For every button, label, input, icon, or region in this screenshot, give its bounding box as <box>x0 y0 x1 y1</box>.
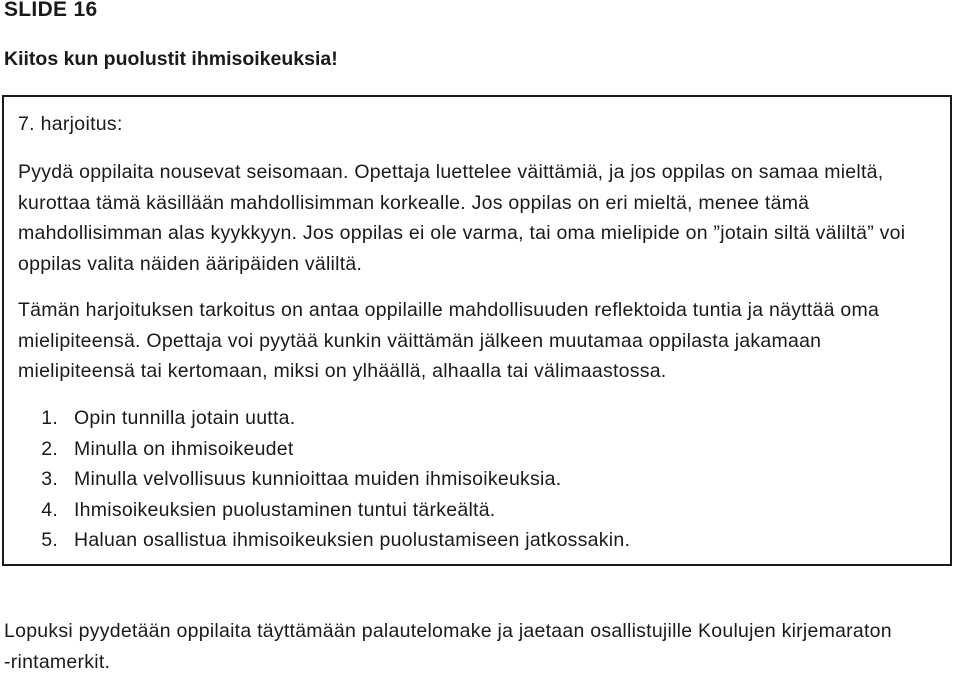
exercise-title: 7. harjoitus: <box>18 113 123 135</box>
statement-list <box>18 403 630 556</box>
statement-number: 3. <box>41 468 58 490</box>
closing-paragraph: Lopuksi pyydetään oppilaita täyttämään palautelomake ja jaetaan osallistujille Koulujen kirjemaraton -rintamerkit. <box>4 620 892 673</box>
statement-number: 4. <box>41 498 58 521</box>
statement-item <box>18 434 630 465</box>
statement-text: Haluan osallistua ihmisoikeuksien puolustamiseen jatkossakin. <box>74 529 631 551</box>
statement-item <box>18 464 630 495</box>
instructions-paragraph: Pyydä oppilaita nousevat seisomaan. Opettaja luettelee väittämiä, ja jos oppilas on samaa mieltä, kurottaa tämä käsillään mahdollisimman korkealle. Jos oppilas on eri mieltä, menee tämä mahdollisimman alas kyykkyyn. Jos oppilas ei ole varma, tai oma mielipide on ”jotain siltä väliltä” voi oppilas valita näiden ääripäiden väliltä. <box>18 161 906 275</box>
statement-text: Opin tunnilla jotain uutta. <box>74 407 296 429</box>
statement-item <box>18 525 630 556</box>
statement-number: 5. <box>41 529 58 551</box>
statement-text: Ihmisoikeuksien puolustaminen tuntui tärkeältä. <box>74 498 496 521</box>
statement-item <box>18 403 630 434</box>
slide-label: SLIDE 16 <box>4 0 98 21</box>
statement-number: 1. <box>41 407 58 429</box>
page-title: Kiitos kun puolustit ihmisoikeuksia! <box>4 48 338 70</box>
statement-text: Minulla velvollisuus kunnioittaa muiden ihmisoikeuksia. <box>74 468 562 490</box>
statement-text: Minulla on ihmisoikeudet <box>74 437 294 460</box>
exercise-box <box>2 95 952 566</box>
statement-item <box>18 495 630 526</box>
purpose-paragraph: Tämän harjoituksen tarkoitus on antaa oppilaille mahdollisuuden reflektoida tuntia ja näyttää oma mielipiteensä. Opettaja voi pyytää kunkin väittämän jälkeen muutamaa oppilasta jakamaan mielipiteensä tai kertomaan, miksi on ylhäällä, alhaalla tai välimaastossa. <box>18 299 880 382</box>
statement-number: 2. <box>41 437 58 460</box>
